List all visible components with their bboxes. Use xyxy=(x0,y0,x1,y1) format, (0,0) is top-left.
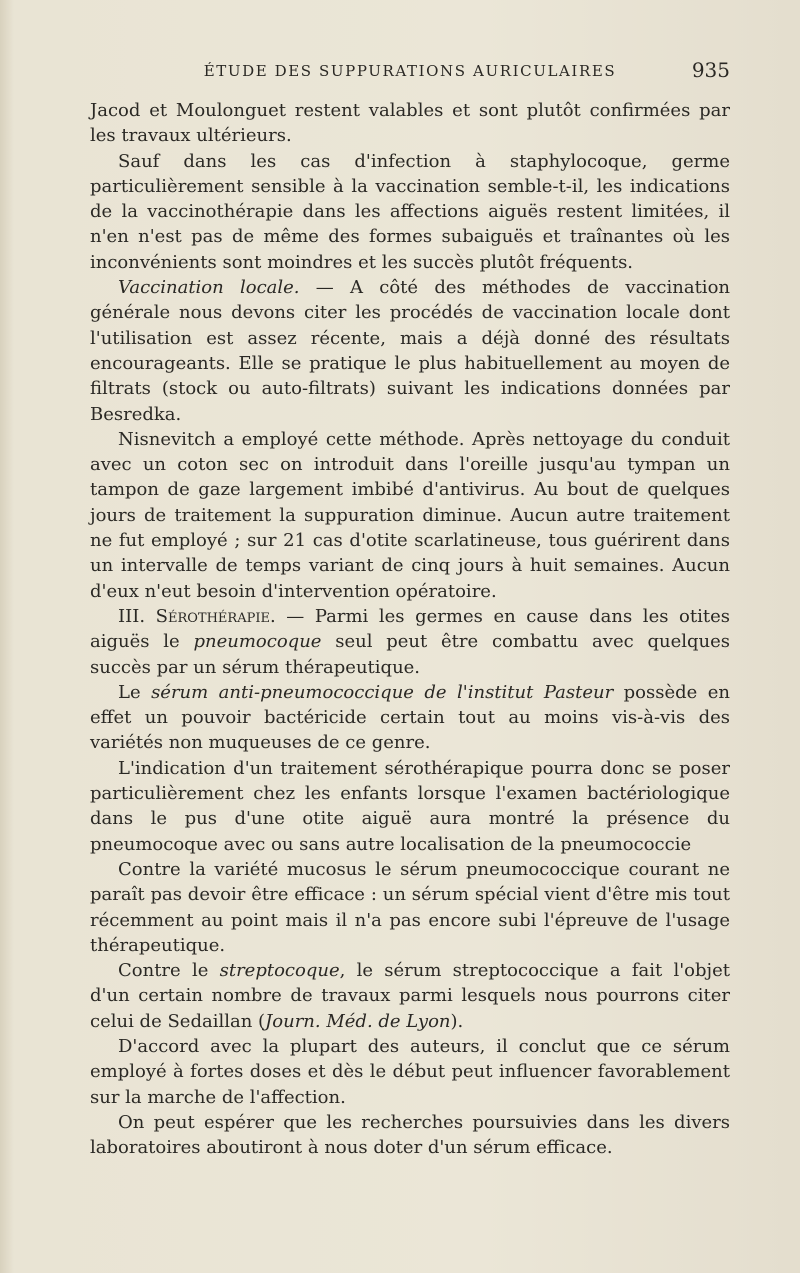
paragraph-9 xyxy=(90,958,730,1034)
paragraph-vaccination-locale xyxy=(90,275,730,427)
paragraph-6 xyxy=(90,680,730,756)
paragraph-2: Sauf dans les cas d'infection à staphylocoque, germe particulièrement sensible à la vaccination semble-t-il, les indications de la vaccinothérapie dans les affections aiguës restent limitées, il n'en n'est pas de même des formes subaiguës et traînantes où les inconvénients sont moindres et les succès plutôt fréquents. xyxy=(90,150,730,273)
paragraph-6-text-a: Le xyxy=(118,681,152,703)
paragraph-5-text-a: — Parmi les germes en cause dans les otites aiguës le xyxy=(90,605,730,653)
paragraph-4: Nisnevitch a employé cette méthode. Après nettoyage du conduit avec un coton sec on introduit dans l'oreille jusqu'au tympan un tampon de gaze largement imbibé d'antivirus. Au bout de quelques jours de traitement la suppuration diminue. Aucun autre traitement ne fut employé ; sur 21 cas d'otite scarlatineuse, tous guérirent dans un intervalle de temps variant de cinq jours à huit semaines. Aucun d'eux n'eut besoin d'intervention opératoire. xyxy=(90,428,730,602)
paragraph-1: Jacod et Moulonguet restent valables et sont plutôt confirmées par les travaux ultérieurs. xyxy=(90,100,730,147)
paragraph-6-emphasis: sérum anti-pneumococcique de l'institut Pasteur xyxy=(151,681,614,703)
paragraph-7: L'indication d'un traitement sérothérapique pourra donc se poser particulièrement chez les enfants lorsque l'examen bactériologique dans le pus d'une otite aiguë aura montré la présence du pneumocoque avec ou sans autre localisation de la pneumococcie xyxy=(90,757,730,855)
section-number: III. xyxy=(118,605,156,627)
paragraph-9-text-b: , le sérum streptococcique a fait l'objet d'un certain nombre de travaux parmi lesquels nous pourrons citer celui de Sedaillan ( xyxy=(90,960,730,1032)
paragraph-9-text-a: Contre le xyxy=(118,960,220,982)
paragraph-9-emphasis: streptocoque xyxy=(219,960,340,982)
paragraph-3-text: — A côté des méthodes de vaccination générale nous devons citer les procédés de vaccination locale dont l'utilisation est assez récente, mais a déjà donné des résultats encourageants. Elle se pratique le plus habituellement au moyen de filtrats (stock ou auto-filtrats) suivant les indications données par Besredka. xyxy=(90,277,730,425)
paragraph-serotherapie xyxy=(90,604,730,680)
paragraph-5-emphasis: pneumocoque xyxy=(193,631,322,653)
page-header xyxy=(90,58,730,88)
paragraph-9-citation: Journ. Méd. de Lyon xyxy=(265,1010,451,1032)
paragraph-5-text-b: seul peut être combattu avec quelques succès par un sérum thérapeutique. xyxy=(90,631,730,678)
paragraph-10: D'accord avec la plupart des auteurs, il conclut que ce sérum employé à fortes doses et dès le début peut influencer favorablement sur la marche de l'affection. xyxy=(90,1035,730,1108)
running-title: ÉTUDE DES SUPPURATIONS AURICULAIRES xyxy=(203,62,617,80)
body-text xyxy=(90,98,730,1160)
section-heading-serotherapie: Sérothérapie. xyxy=(155,605,276,627)
paragraph-6-text-b: possède en effet un pouvoir bactéricide certain tout au moins vis-à-vis des variétés non muqueuses de ce genre. xyxy=(90,681,730,754)
paragraph-8: Contre la variété mucosus le sérum pneumococcique courant ne paraît pas devoir être efficace : un sérum spécial vient d'être mis tout récemment au point mais il n'a pas encore subi l'épreuve de l'usage thérapeutique. xyxy=(90,858,730,956)
page-number: 935 xyxy=(691,58,730,82)
paragraph-11: On peut espérer que les recherches poursuivies dans les divers laboratoires aboutiront à nous doter d'un sérum efficace. xyxy=(90,1111,730,1159)
section-heading-vaccination-locale: Vaccination locale. xyxy=(118,277,300,299)
paragraph-9-text-c: ). xyxy=(450,1010,464,1032)
